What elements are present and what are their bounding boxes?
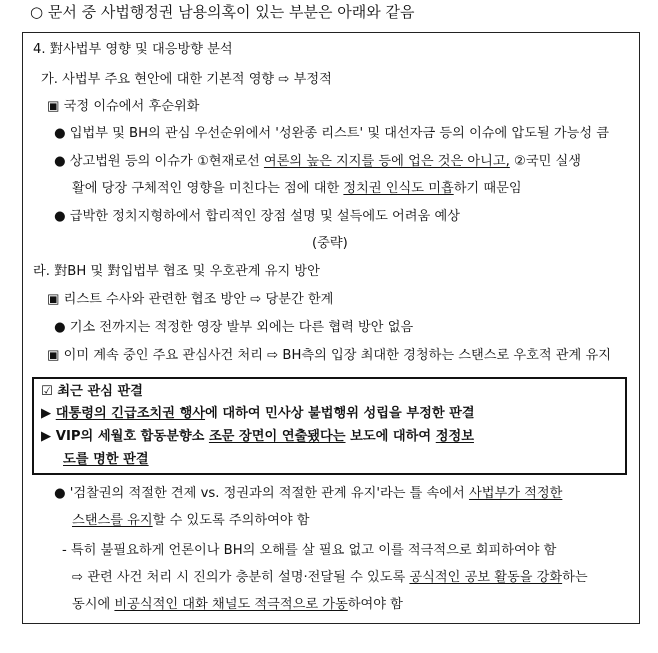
underlined-phrase: 여론의 높은 지지를 등에 업은 것은 아니고, <box>263 154 510 169</box>
ruling-item-continuation <box>63 451 149 469</box>
section-4-title: 4. 對사법부 영향 및 대응방향 분석 <box>33 42 233 57</box>
dash-item-continuation: 동시에 비공식적인 대화 채널도 적극적으로 가동하여야 함 <box>72 597 403 612</box>
bullet-icon: ● <box>54 320 66 335</box>
underlined-phrase: 스탠스를 유지 <box>72 513 153 528</box>
bullet-icon: ● <box>54 486 66 501</box>
bullet-item: ● 기소 전까지는 적정한 영장 발부 외에는 다른 협력 방안 없음 <box>54 320 414 335</box>
bullet-item: ● 급박한 정치지형하에서 합리적인 장점 설명 및 설득에도 어려움 예상 <box>54 209 460 224</box>
dash-item-continuation: ⇨ 관련 사건 처리 시 진의가 충분히 설명·전달될 수 있도록 공식적인 공보 활동을 강화하는 <box>72 570 588 585</box>
underlined-phrase: 도를 명한 판결 <box>63 452 149 467</box>
ruling-item: ▶ VIP의 세월호 합동분향소 조문 장면이 연출됐다는 보도에 대하여 정정보 <box>41 429 474 444</box>
underlined-phrase: 사법부가 적정한 <box>468 486 563 501</box>
ruling-item: ▶ 대통령의 긴급조치권 행사에 대하여 민사상 불법행위 성립을 부정한 판결 <box>41 406 475 421</box>
dash-item: - 특히 불필요하게 언론이나 BH의 오해를 살 필요 없고 이를 적극적으로 회피하여야 함 <box>62 543 557 558</box>
bullet-item: ● 상고법원 등의 이슈가 ①현재로선 여론의 높은 지지를 등에 업은 것은 아니고, ②국민 실생 <box>54 154 582 169</box>
bullet-item: ● '검찰권의 적절한 견제 vs. 정권과의 적절한 관계 유지'라는 틀 속에서 사법부가 적정한 <box>54 486 563 501</box>
subsection-ra-heading: ▣ 리스트 수사와 관련한 협조 방안 ⇨ 당분간 한계 <box>47 292 334 307</box>
bullet-icon: ● <box>54 126 66 141</box>
underlined-phrase: 대통령의 긴급조치권 행사 <box>55 406 206 421</box>
bullet-continuation: 스탠스를 유지할 수 있도록 주의하여야 함 <box>72 513 310 528</box>
subsection-ga-title: 가. 사법부 주요 현안에 대한 기본적 영향 ⇨ 부정적 <box>41 72 332 87</box>
underlined-phrase: 비공식적인 대화 채널도 적극적으로 가동 <box>114 597 348 612</box>
subsection-ra-heading: ▣ 이미 계속 중인 주요 관심사건 처리 ⇨ BH측의 입장 최대한 경청하는 스탠스로 우호적 관계 유지 <box>47 348 611 363</box>
underlined-phrase: 정정보 <box>435 429 474 444</box>
document-header: ○ 문서 중 사법행정권 남용의혹이 있는 부분은 아래와 같음 <box>30 3 415 21</box>
subsection-ga-heading: ▣ 국정 이슈에서 후순위화 <box>47 99 200 114</box>
bullet-icon: ● <box>54 209 66 224</box>
omission-marker: (중략) <box>312 236 348 251</box>
bullet-item: ● 입법부 및 BH의 관심 우선순위에서 '성완종 리스트' 및 대선자금 등의 이슈에 압도될 가능성 큼 <box>54 126 610 141</box>
bullet-icon: ● <box>54 154 66 169</box>
subsection-ra-title: 라. 對BH 및 對입법부 협조 및 우호관계 유지 방안 <box>33 264 320 279</box>
underlined-phrase: 정치권 인식도 미흡 <box>343 181 454 196</box>
bullet-continuation: 활에 당장 구체적인 영향을 미친다는 점에 대한 정치권 인식도 미흡하기 때문임 <box>72 181 522 196</box>
underlined-phrase: 조문 장면이 연출됐다는 <box>208 429 346 444</box>
recent-rulings-title: ☑ 최근 관심 판결 <box>41 384 144 399</box>
underlined-phrase: 공식적인 공보 활동을 강화 <box>409 570 563 585</box>
